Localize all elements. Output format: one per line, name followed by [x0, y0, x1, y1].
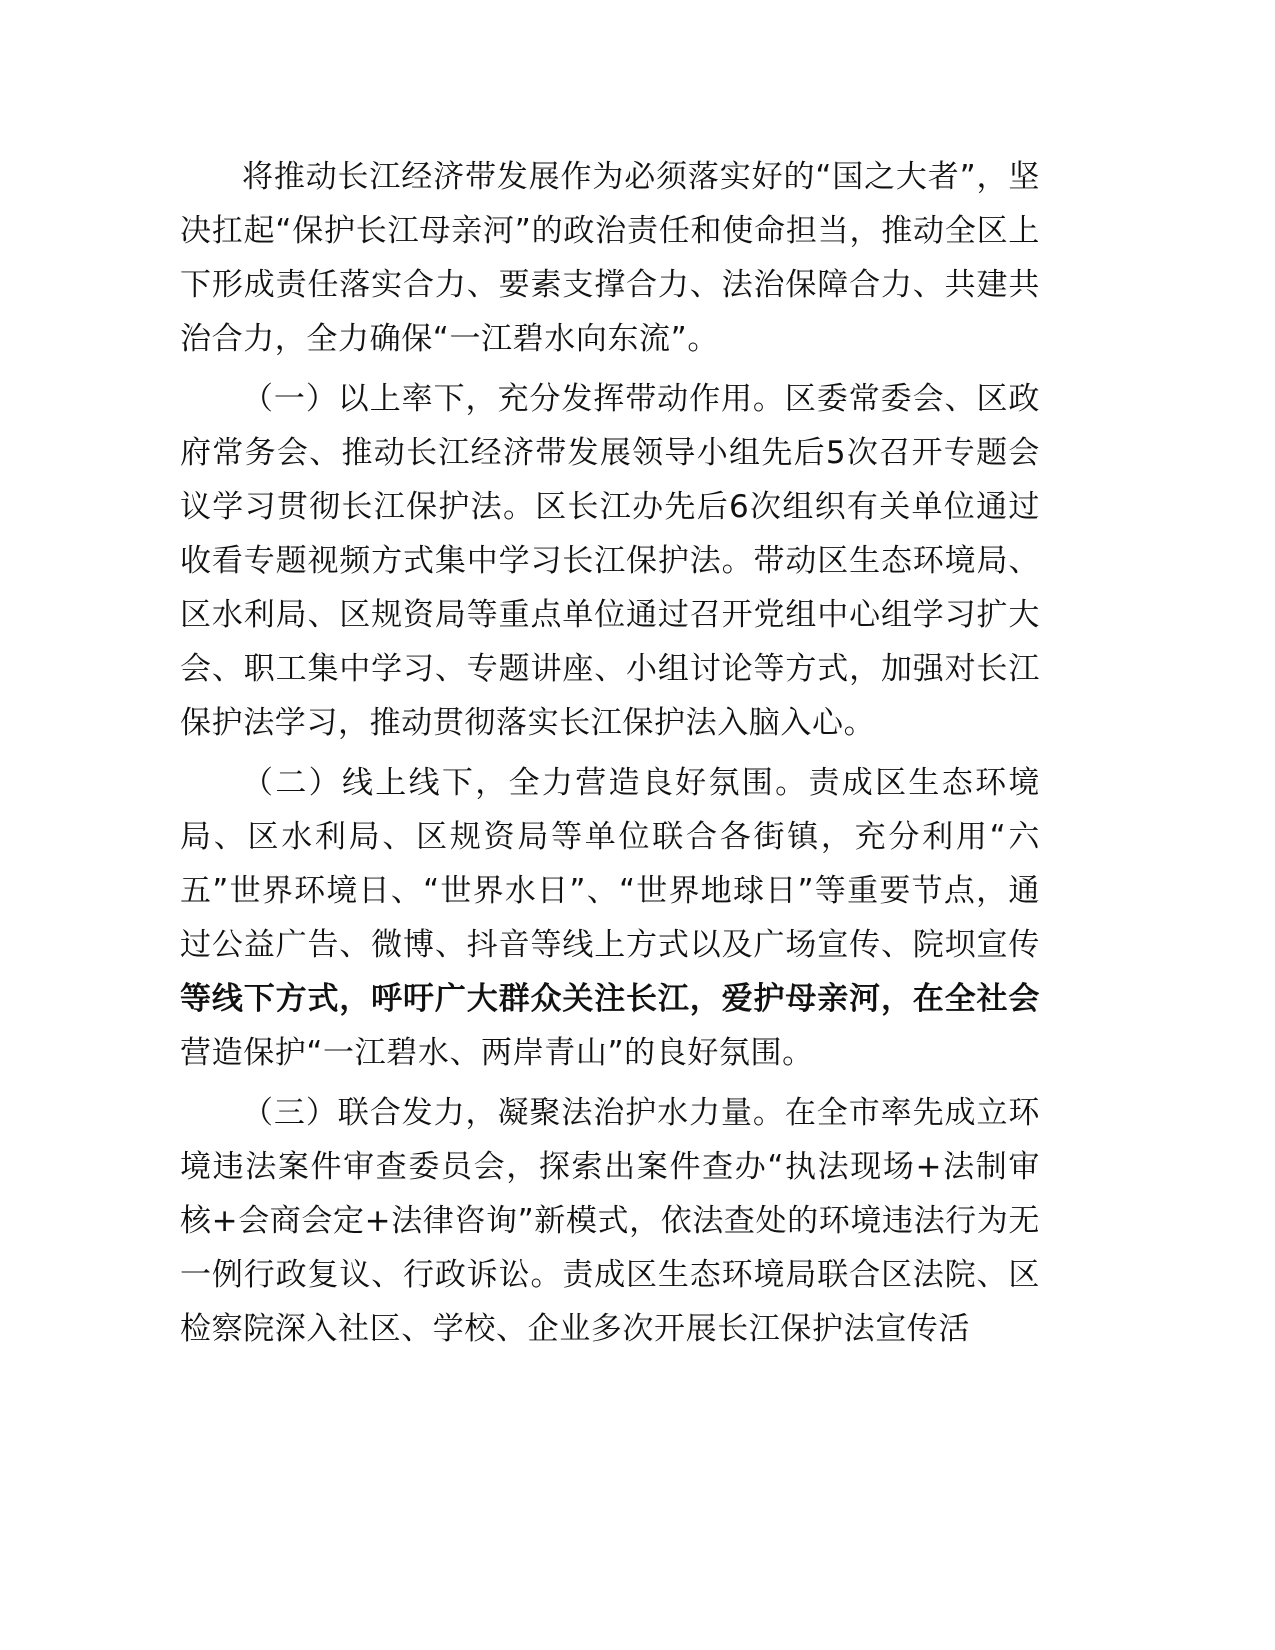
paragraph-section-2 — [180, 756, 1040, 1080]
paragraph-intro: 将推动长江经济带发展作为必须落实好的“国之大者”，坚决扛起“保护长江母亲河”的政治责任和使命担当，推动全区上下形成责任落实合力、要素支撑合力、法治保障合力、共建共治合力，全力确保“一江碧水向东流”。 — [180, 159, 1040, 357]
paragraph-section-2-bold-text: 等线下方式，呼吁广大群众关注长江，爱护母亲河，在全社会 — [180, 981, 1040, 1017]
paragraph-section-2-text-end: 营造保护“一江碧水、两岸青山”的良好氛围。 — [180, 1035, 814, 1071]
paragraph-section-2-text-start: （二）线上线下，全力营造良好氛围。责成区生态环境局、区水利局、区规资局等单位联合各街镇，充分利用“六五”世界环境日、“世界水日”、“世界地球日”等重要节点，通过公益广告、微博、抖音等线上方式以及广场宣传、院坝宣传 — [180, 765, 1040, 963]
paragraph-section-1: （一）以上率下，充分发挥带动作用。区委常委会、区政府常务会、推动长江经济带发展领导小组先后5次召开专题会议学习贯彻长江保护法。区长江办先后6次组织有关单位通过收看专题视频方式集中学习长江保护法。带动区生态环境局、区水利局、区规资局等重点单位通过召开党组中心组学习扩大会、职工集中学习、专题讲座、小组讨论等方式，加强对长江保护法学习，推动贯彻落实长江保护法入脑入心。 — [180, 381, 1040, 741]
paragraph-section-3: （三）联合发力，凝聚法治护水力量。在全市率先成立环境违法案件审查委员会，探索出案件查办“执法现场+法制审核+会商会定+法律咨询”新模式，依法查处的环境违法行为无一例行政复议、行政诉讼。责成区生态环境局联合区法院、区检察院深入社区、学校、企业多次开展长江保护法宣传活 — [180, 1095, 1040, 1347]
document-page — [180, 150, 1040, 1362]
